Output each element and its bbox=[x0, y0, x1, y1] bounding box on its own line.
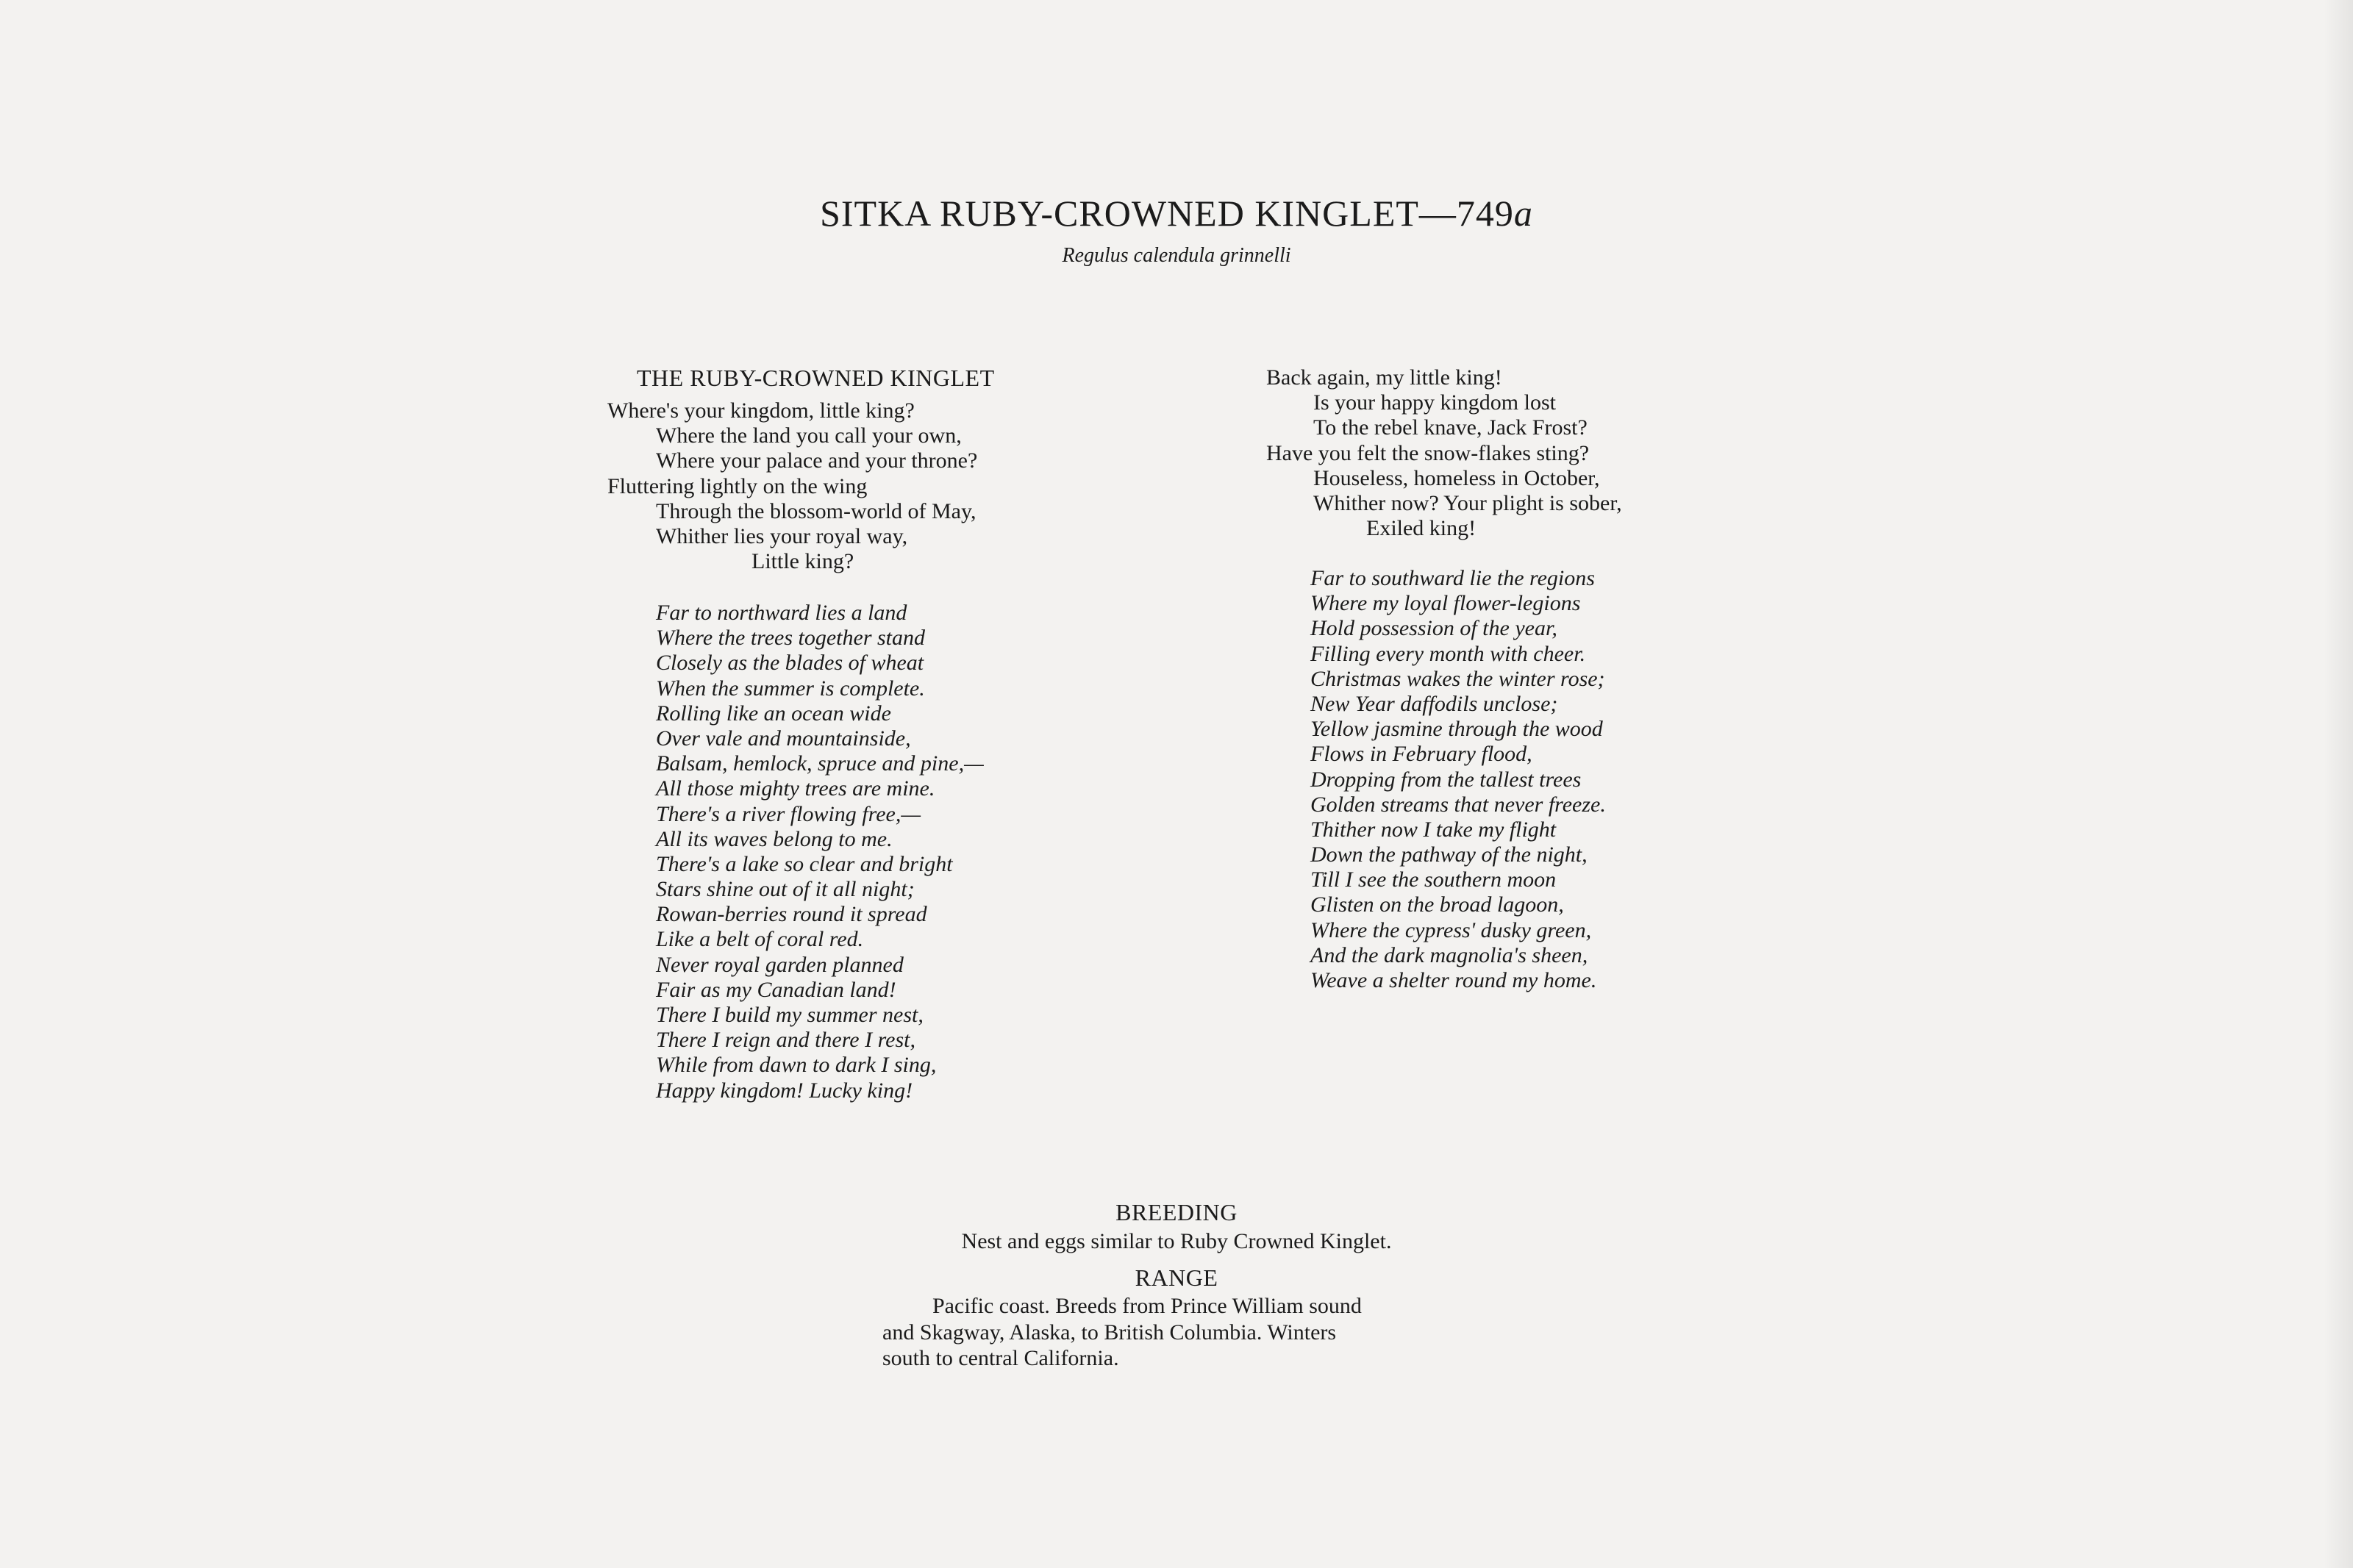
poem-stanza-4 bbox=[1310, 566, 1606, 993]
page-title bbox=[0, 190, 2353, 237]
poem-stanza-1 bbox=[607, 398, 977, 574]
poem-line: New Year daffodils unclose; bbox=[1310, 691, 1558, 716]
poem-line: Over vale and mountainside, bbox=[656, 726, 911, 751]
poem-line: Filling every month with cheer. bbox=[1310, 641, 1586, 666]
poem-line: Yellow jasmine through the wood bbox=[1310, 717, 1603, 742]
poem-line: Stars shine out of it all night; bbox=[656, 877, 915, 902]
range-text bbox=[882, 1293, 1362, 1372]
page-title-suffix: a bbox=[1513, 193, 1533, 234]
scientific-name: Regulus calendula grinnelli bbox=[1062, 244, 1291, 267]
breeding-text: Nest and eggs similar to Ruby Crowned Kinglet. bbox=[961, 1229, 1392, 1253]
poem-line: Happy kingdom! Lucky king! bbox=[656, 1078, 913, 1103]
poem-line: Little king? bbox=[751, 549, 854, 574]
poem-line: When the summer is complete. bbox=[656, 676, 925, 701]
poem-line: Whither now? Your plight is sober, bbox=[1313, 490, 1622, 515]
poem-line: Far to southward lie the regions bbox=[1310, 566, 1595, 590]
poem-line: Down the pathway of the night, bbox=[1310, 842, 1588, 867]
range-line: Pacific coast. Breeds from Prince William sound bbox=[932, 1294, 1362, 1318]
poem-line: Weave a shelter round my home. bbox=[1310, 968, 1597, 992]
poem-line: There I reign and there I rest, bbox=[656, 1028, 915, 1053]
poem-line: Have you felt the snow-flakes sting? bbox=[1266, 440, 1590, 465]
poem-line: To the rebel knave, Jack Frost? bbox=[1313, 415, 1588, 440]
page-title-main: SITKA RUBY-CROWNED KINGLET—749 bbox=[820, 193, 1514, 234]
poem-line: Till I see the southern moon bbox=[1310, 867, 1557, 892]
poem-stanza-3 bbox=[1266, 365, 1622, 541]
poem-line: Never royal garden planned bbox=[656, 952, 904, 977]
poem-line: Back again, my little king! bbox=[1266, 365, 1502, 390]
poem-line: Christmas wakes the winter rose; bbox=[1310, 666, 1605, 691]
poem-line: Fair as my Canadian land! bbox=[656, 977, 896, 1002]
poem-line: Golden streams that never freeze. bbox=[1310, 792, 1606, 817]
poem-line: Dropping from the tallest trees bbox=[1310, 767, 1582, 792]
poem-line: Balsam, hemlock, spruce and pine,— bbox=[656, 751, 984, 776]
poem-line: Where the trees together stand bbox=[656, 626, 926, 651]
poem-line: Exiled king! bbox=[1366, 516, 1477, 541]
poem-line: There I build my summer nest, bbox=[656, 1003, 924, 1027]
range-line: south to central California. bbox=[882, 1346, 1119, 1370]
poem-line: Fluttering lightly on the wing bbox=[607, 473, 868, 498]
poem-stanza-2 bbox=[656, 601, 984, 1103]
poem-line: Flows in February flood, bbox=[1310, 742, 1532, 767]
poem-title: THE RUBY-CROWNED KINGLET bbox=[637, 365, 995, 391]
poem-line: Where's your kingdom, little king? bbox=[607, 398, 915, 423]
poem-line: Closely as the blades of wheat bbox=[656, 651, 924, 676]
poem-line: All those mighty trees are mine. bbox=[656, 776, 935, 801]
poem-line: And the dark magnolia's sheen, bbox=[1310, 942, 1588, 967]
poem-line: Hold possession of the year, bbox=[1310, 616, 1557, 641]
poem-line: Is your happy kingdom lost bbox=[1313, 390, 1556, 415]
poem-line: Houseless, homeless in October, bbox=[1313, 465, 1600, 490]
range-heading: RANGE bbox=[1135, 1264, 1218, 1291]
poem-line: Where your palace and your throne? bbox=[656, 448, 978, 473]
poem-line: Where the land you call your own, bbox=[656, 423, 962, 448]
poem-line: Whither lies your royal way, bbox=[656, 523, 908, 548]
poem-line: Like a belt of coral red. bbox=[656, 927, 864, 952]
poem-line: All its waves belong to me. bbox=[656, 826, 893, 851]
range-line: and Skagway, Alaska, to British Columbia. Winters bbox=[882, 1320, 1337, 1345]
breeding-heading: BREEDING bbox=[1115, 1199, 1238, 1225]
poem-line: While from dawn to dark I sing, bbox=[656, 1053, 937, 1078]
poem-line: Where my loyal flower-legions bbox=[1310, 591, 1581, 616]
poem-line: Thither now I take my flight bbox=[1310, 817, 1557, 842]
poem-line: Through the blossom-world of May, bbox=[656, 498, 976, 523]
poem-line: Glisten on the broad lagoon, bbox=[1310, 892, 1564, 917]
poem-line: There's a river flowing free,— bbox=[656, 801, 921, 826]
poem-line: There's a lake so clear and bright bbox=[656, 851, 953, 876]
poem-line: Far to northward lies a land bbox=[656, 601, 907, 625]
poem-line: Rowan-berries round it spread bbox=[656, 902, 927, 927]
poem-line: Rolling like an ocean wide bbox=[656, 701, 891, 726]
poem-line: Where the cypress' dusky green, bbox=[1310, 917, 1592, 942]
